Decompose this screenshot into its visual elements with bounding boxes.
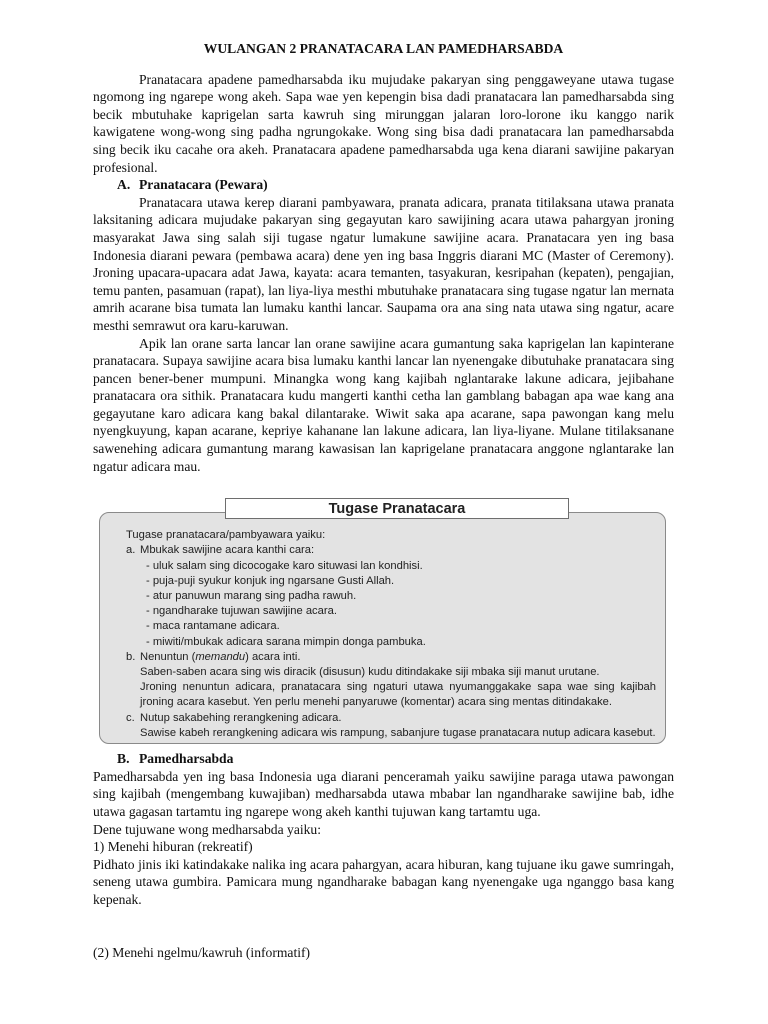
box-item-b-text-pre: Nenuntun (	[140, 650, 196, 663]
box-item-c-label: c.	[126, 711, 135, 724]
box-item-a-label: a.	[126, 544, 136, 557]
box-body	[126, 528, 656, 741]
box-b-line-1: Saben-saben acara sing wis diracik (disusun) kudu ditindakake siji mbaka siji manut urutane.	[140, 666, 600, 679]
document-page	[93, 40, 674, 961]
box-item-c-text: Nutup sakabehing rerangkening adicara.	[140, 711, 342, 724]
box-c-line-1: Sawise kabeh rerangkening adicara wis rampung, sabanjure tugase pranatacara nutup adicara kasebut.	[140, 726, 656, 739]
section-a-heading	[117, 176, 674, 194]
box-title: Tugase Pranatacara	[225, 498, 569, 519]
section-b-paragraph-1: Pamedharsabda yen ing basa Indonesia uga diarani penceramah yaiku sawijine paraga utawa pawongan sing kajibah (mengembang kuwajiban) medharsabda utawa mbabar lan ngandharake sawijine bab, idhe utawa gagasan tartamtu ing ngarepe wong akeh kanthi tujuwan kang tartamtu uga.	[93, 768, 674, 820]
box-item-b-text-post: ) acara inti.	[245, 650, 301, 663]
tugase-pranatacara-box	[99, 498, 670, 744]
box-a-sub-3: - atur panuwun marang sing padha rawuh.	[146, 590, 357, 603]
box-a-sub-4: - ngandharake tujuwan sawijine acara.	[146, 605, 337, 618]
section-a-title: Pranatacara (Pewara)	[139, 177, 268, 193]
section-b-number: B.	[117, 751, 130, 767]
box-item-a-text: Mbukak sawijine acara kanthi cara:	[140, 544, 315, 557]
section-a-number: A.	[117, 177, 131, 193]
page-title: WULANGAN 2 PRANATACARA LAN PAMEDHARSABDA	[203, 41, 564, 56]
box-a-sub-6: - miwiti/mbukak adicara sarana mimpin donga pambuka.	[146, 635, 426, 648]
section-a-paragraph-1: Pranatacara utawa kerep diarani pambyawara, pranata adicara, pranata titilaksana utawa pranata laksitaning adicara mujudake pakaryan sing gegayutan karo sawijining acara utawa pahargyan jroning masyarakat Jawa sing salah siji tugase ngatur lumakune sawijine acara. Pranatacara yen ing basa Indonesia diarani pewara (pembawa acara) dene yen ing basa Inggris diarani MC (Master of Ceremony). Jroning upacara-upacara adat Jawa, kayata: acara temanten, tasyakuran, kesripahan (kepaten), pengajian, temu panten, pasamuan (rapat), lan liya-liya mesthi mbutuhake pranatacara sing tugase ngatur lan mernata amrih acarane bisa tumata lan lumaku kanthi lancar. Saupama ora ana sing nata utawa sing ngatur, acare mesthi semrawut ora karu-karuwan.	[93, 194, 674, 333]
box-a-sub-2: - puja-puji syukur konjuk ing ngarsane Gusti Allah.	[146, 574, 395, 587]
section-b-item-1: 1) Menehi hiburan (rekreatif)	[93, 839, 253, 855]
box-item-b-text-em: memandu	[195, 650, 246, 663]
box-item-b-label: b.	[126, 650, 136, 663]
section-b-paragraph-2: Dene tujuwane wong medharsabda yaiku:	[93, 821, 322, 837]
box-b-line-2: Jroning nenuntun adicara, pranatacara sing ngaturi utawa nyumanggakake sapa wae sing kajibah jroning acara kasebut. Yen perlu menehi panyaruwe (komentar) acara sing mentas ditindakake.	[140, 681, 656, 709]
section-b-title: Pamedharsabda	[139, 751, 234, 767]
box-a-sub-5: - maca rantamane adicara.	[146, 620, 280, 633]
spacer	[93, 909, 674, 944]
box-item-a	[126, 543, 656, 558]
section-b-item-1-text: Pidhato jinis iki katindakake nalika ing acara pahargyan, acara hiburan, kang tujuane iku gawe sumringah, seneng utawa gumbira. Pamicara mung ngandharake babagan kang nyenengake uga nganggo basa kang kepenak.	[93, 856, 674, 907]
intro-paragraph: Pranatacara apadene pamedharsabda iku mujudake pakaryan sing penggaweyane utawa tugase ngomong ing ngarepe wong akeh. Sapa wae yen kepengin bisa dadi pranatacara lan pamedharsabda sing becik mbutuhake kaprigelan sarta kawruh sing mirunggan jalaran loro-lorone iku kanggo narik kawigatene wong-wong sing padha ngrungokake. Wong sing bisa dadi pranatacara lan pamedharsabda sing becik iku cacahe ora akeh. Pranatacara apadene pamedharsabda uga kena diarani sawijine pakaryan profesional.	[93, 71, 674, 175]
box-a-sub-1: - uluk salam sing dicocogake karo situwasi lan kondhisi.	[146, 559, 423, 572]
box-item-b	[126, 650, 656, 665]
box-item-c	[126, 711, 656, 726]
section-b-heading	[117, 750, 674, 768]
section-a-paragraph-2: Apik lan orane sarta lancar lan orane sawijine acara gumantung saka kaprigelan lan kapinterane pranatacara. Supaya sawijine acara bisa lumaku kanthi lancar lan nyenengake dibutuhake pranatacara sing pancen bener-bener mumpuni. Minangka wong kang kajibah nglantarake lakune adicara, jejibahane pranatacara ora sithik. Pranatacara kudu mangerti kanthi cetha lan gamblang babagan apa wae kang ana gegayutane karo adicara kang bakal dilantarake. Wiwit saka apa acarane, sapa pawongan kang melu nyengkuyung, kapan acarane, kepriye kahanane lan lakune adicara, lan liya-liyane. Mulane titilaksanane sawenehing adicara gumantung marang kawasisan lan kaprigelane pranatacara anggone nglantarake lan ngatur adicara mau.	[93, 335, 674, 474]
box-intro: Tugase pranatacara/pambyawara yaiku:	[126, 529, 326, 542]
section-b-item-2: (2) Menehi ngelmu/kawruh (informatif)	[93, 944, 311, 960]
